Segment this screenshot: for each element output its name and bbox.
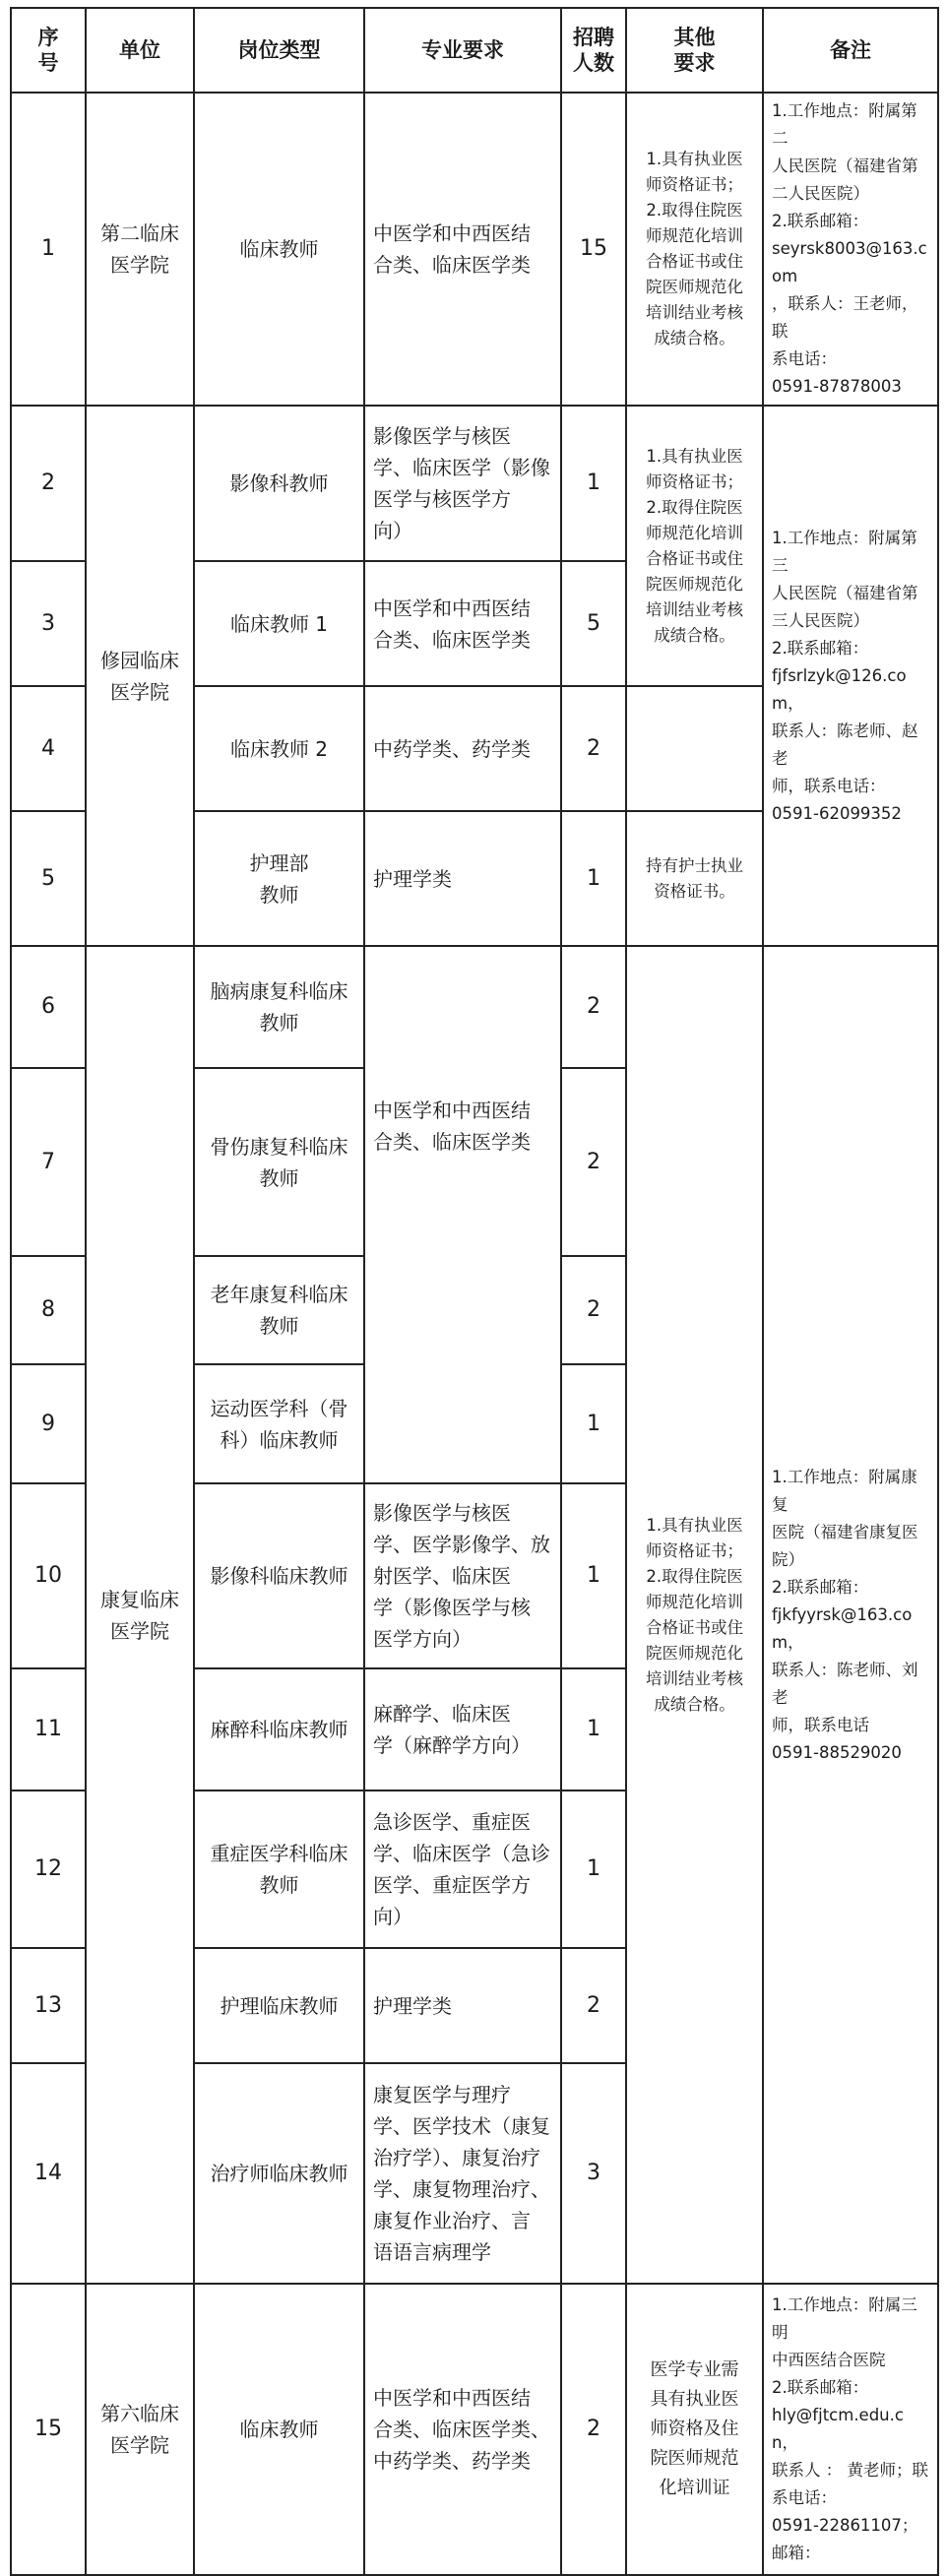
seq-cell: 9 xyxy=(11,1364,86,1483)
table-row xyxy=(11,946,938,1068)
count-cell: 1 xyxy=(561,1668,626,1791)
table-row xyxy=(11,406,938,561)
note-cell: 1.工作地点：附属康复 医院（福建省康复医 院） 2.联系邮箱： fjkfyyrsk@163.com， 联系人：陈老师、刘老 师，联系电话 0591-88529020 xyxy=(763,946,938,2284)
seq-cell: 5 xyxy=(11,811,86,946)
count-cell: 5 xyxy=(561,561,626,686)
count-cell: 15 xyxy=(561,93,626,406)
major-cell: 影像医学与核医 学、医学影像学、放 射医学、临床医 学（影像医学与核 医学方向） xyxy=(364,1483,561,1668)
count-cell: 3 xyxy=(561,2063,626,2284)
other-req-cell: 1.具有执业医 师资格证书； 2.取得住院医 师规范化培训 合格证书或住 院医师规范化 培训结业考核 成绩合格。 xyxy=(626,93,763,406)
count-cell: 2 xyxy=(561,686,626,811)
count-cell: 2 xyxy=(561,1948,626,2063)
major-cell: 中医学和中西医结 合类、临床医学类、 中药学类、药学类 xyxy=(364,2284,561,2575)
post-cell: 护理部 教师 xyxy=(194,811,364,946)
note-cell: 1.工作地点：附属第三 人民医院（福建省第 三人民医院） 2.联系邮箱： fjfsrlzyk@126.com， 联系人：陈老师、赵老 师，联系电话： 0591-62099352 xyxy=(763,406,938,946)
post-cell: 治疗师临床教师 xyxy=(194,2063,364,2284)
seq-cell: 1 xyxy=(11,93,86,406)
post-cell: 护理临床教师 xyxy=(194,1948,364,2063)
seq-cell: 2 xyxy=(11,406,86,561)
other-req-cell: 1.具有执业医 师资格证书； 2.取得住院医 师规范化培训 合格证书或住 院医师规范化 培训结业考核 成绩合格。 xyxy=(626,406,763,686)
seq-cell: 12 xyxy=(11,1791,86,1948)
post-cell: 老年康复科临床 教师 xyxy=(194,1256,364,1364)
post-cell: 临床教师 xyxy=(194,93,364,406)
count-cell: 1 xyxy=(561,406,626,561)
major-cell: 护理学类 xyxy=(364,811,561,946)
other-req-cell: 持有护士执业 资格证书。 xyxy=(626,811,763,946)
other-req-cell xyxy=(626,686,763,811)
note-cell: 1.工作地点：附属第二 人民医院（福建省第 二人民医院） 2.联系邮箱： seyrsk8003@163.com ，联系人：王老师，联 系电话： 0591-87878003 xyxy=(763,93,938,406)
header-unit: 单位 xyxy=(86,8,194,93)
header-other: 其他 要求 xyxy=(626,8,763,93)
table-row xyxy=(11,2284,938,2575)
major-cell: 中药学类、药学类 xyxy=(364,686,561,811)
post-cell: 运动医学科（骨 科）临床教师 xyxy=(194,1364,364,1483)
count-cell: 2 xyxy=(561,946,626,1068)
major-cell: 中医学和中西医结 合类、临床医学类 xyxy=(364,946,561,1483)
post-cell: 脑病康复科临床 教师 xyxy=(194,946,364,1068)
post-cell: 骨伤康复科临床 教师 xyxy=(194,1068,364,1256)
post-cell: 临床教师 1 xyxy=(194,561,364,686)
unit-cell: 第二临床 医学院 xyxy=(86,93,194,406)
seq-cell: 4 xyxy=(11,686,86,811)
count-cell: 2 xyxy=(561,2284,626,2575)
major-cell: 护理学类 xyxy=(364,1948,561,2063)
count-cell: 2 xyxy=(561,1256,626,1364)
post-cell: 麻醉科临床教师 xyxy=(194,1668,364,1791)
major-cell: 中医学和中西医结 合类、临床医学类 xyxy=(364,93,561,406)
seq-cell: 6 xyxy=(11,946,86,1068)
seq-cell: 10 xyxy=(11,1483,86,1668)
other-req-cell: 医学专业需 具有执业医 师资格及住 院医师规范 化培训证 xyxy=(626,2284,763,2575)
major-cell: 康复医学与理疗 学、医学技术（康复 治疗学）、康复治疗 学、康复物理治疗、 康复作业治疗、言 语语言病理学 xyxy=(364,2063,561,2284)
count-cell: 2 xyxy=(561,1068,626,1256)
post-cell: 临床教师 2 xyxy=(194,686,364,811)
header-note: 备注 xyxy=(763,8,938,93)
header-major: 专业要求 xyxy=(364,8,561,93)
major-cell: 急诊医学、重症医 学、临床医学（急诊 医学、重症医学方向） xyxy=(364,1791,561,1948)
seq-cell: 15 xyxy=(11,2284,86,2575)
header-count: 招聘 人数 xyxy=(561,8,626,93)
table-row xyxy=(11,93,938,406)
seq-cell: 11 xyxy=(11,1668,86,1791)
seq-cell: 8 xyxy=(11,1256,86,1364)
post-cell: 影像科教师 xyxy=(194,406,364,561)
unit-cell: 康复临床 医学院 xyxy=(86,946,194,2284)
major-cell: 影像医学与核医 学、临床医学（影像 医学与核医学方 向） xyxy=(364,406,561,561)
unit-cell: 第六临床 医学院 xyxy=(86,2284,194,2575)
seq-cell: 14 xyxy=(11,2063,86,2284)
seq-cell: 3 xyxy=(11,561,86,686)
count-cell: 1 xyxy=(561,811,626,946)
note-cell: 1.工作地点：附属三明 中西医结合医院 2.联系邮箱： hly@fjtcm.edu.cn， 联系人 ： 黄老师；联 系电话： 0591-22861107； 邮箱： xyxy=(763,2284,938,2575)
major-cell: 麻醉学、临床医 学（麻醉学方向） xyxy=(364,1668,561,1791)
other-req-cell: 1.具有执业医 师资格证书； 2.取得住院医 师规范化培训 合格证书或住 院医师规范化 培训结业考核 成绩合格。 xyxy=(626,946,763,2284)
header-row xyxy=(11,8,938,93)
major-cell: 中医学和中西医结 合类、临床医学类 xyxy=(364,561,561,686)
post-cell: 影像科临床教师 xyxy=(194,1483,364,1668)
count-cell: 1 xyxy=(561,1483,626,1668)
header-seq: 序 号 xyxy=(11,8,86,93)
unit-cell: 修园临床 医学院 xyxy=(86,406,194,946)
seq-cell: 7 xyxy=(11,1068,86,1256)
count-cell: 1 xyxy=(561,1364,626,1483)
post-cell: 重症医学科临床 教师 xyxy=(194,1791,364,1948)
header-post: 岗位类型 xyxy=(194,8,364,93)
post-cell: 临床教师 xyxy=(194,2284,364,2575)
recruitment-table xyxy=(10,7,939,2576)
seq-cell: 13 xyxy=(11,1948,86,2063)
count-cell: 1 xyxy=(561,1791,626,1948)
